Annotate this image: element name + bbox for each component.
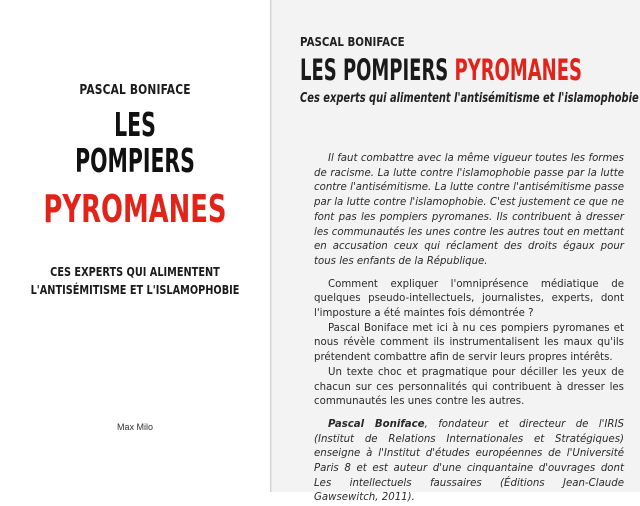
body-paragraph-4: Un texte choc et pragmatique pour déciller les yeux de chacun sur ces personnalités qui contribuent à dresser les communautés les unes contre les autres. bbox=[314, 366, 624, 408]
author-bio-text: , fondateur et directeur de l'IRIS (Institut de Relations Internationales et Stratégiques) enseigne à l'Institut d'études européennes de l'Université Paris 8 et est auteur d'une cinquantaine d'ouvrages dont Les intellectuels faussaires (Éditions Jean-Claude Gawsewitch, 2011). bbox=[314, 418, 624, 504]
back-author: PASCAL BONIFACE bbox=[300, 34, 405, 49]
back-title-accent: PYROMANES bbox=[454, 53, 582, 87]
front-subtitle-line-1: CES EXPERTS QUI ALIMENTENT bbox=[50, 264, 220, 279]
body-paragraph-1: Il faut combattre avec la même vigueur toutes les formes de racisme. La lutte contre l'islamophobie passe par la lutte contre l'antisémitisme. La lutte contre l'antisémitisme passe par la lutte contre l'islamophobie. C'est justement ce que ne font pas les pompiers pyromanes. Ils contribuent à dresser les communautés les unes contre les autres tout en mettant en accusation ceux qui réclament des droits égaux pour tous les enfants de la République. bbox=[314, 153, 624, 267]
publisher-name: Max Milo bbox=[116, 422, 153, 432]
back-title-main: LES POMPIERS bbox=[300, 53, 455, 87]
back-body-text bbox=[314, 152, 624, 506]
back-title bbox=[300, 53, 582, 87]
body-paragraph-3: Pascal Boniface met ici à nu ces pompiers pyromanes et nous révèle comment ils instrumentalisent les maux qu'ils prétendent combattre afin de servir leurs propres intérêts. bbox=[314, 322, 624, 364]
front-cover bbox=[0, 0, 270, 492]
front-title-line-2: POMPIERS bbox=[75, 141, 195, 180]
front-title-line-1: LES bbox=[114, 105, 156, 144]
author-bio-name: Pascal Boniface bbox=[328, 418, 425, 430]
front-author: PASCAL BONIFACE bbox=[79, 83, 191, 98]
front-subtitle-line-2: L'ANTISÉMITISME ET L'ISLAMOPHOBIE bbox=[30, 282, 240, 297]
back-cover bbox=[272, 0, 640, 504]
author-bio bbox=[314, 418, 624, 506]
front-title-line-3: PYROMANES bbox=[43, 187, 227, 231]
back-subtitle: Ces experts qui alimentent l'antisémitisme et l'islamophobie bbox=[300, 91, 639, 106]
body-paragraph-2: Comment expliquer l'omniprésence médiatique de quelques pseudo-intellectuels, journalistes, experts, dont l'imposture a été maintes fois démontrée ? bbox=[314, 278, 624, 320]
